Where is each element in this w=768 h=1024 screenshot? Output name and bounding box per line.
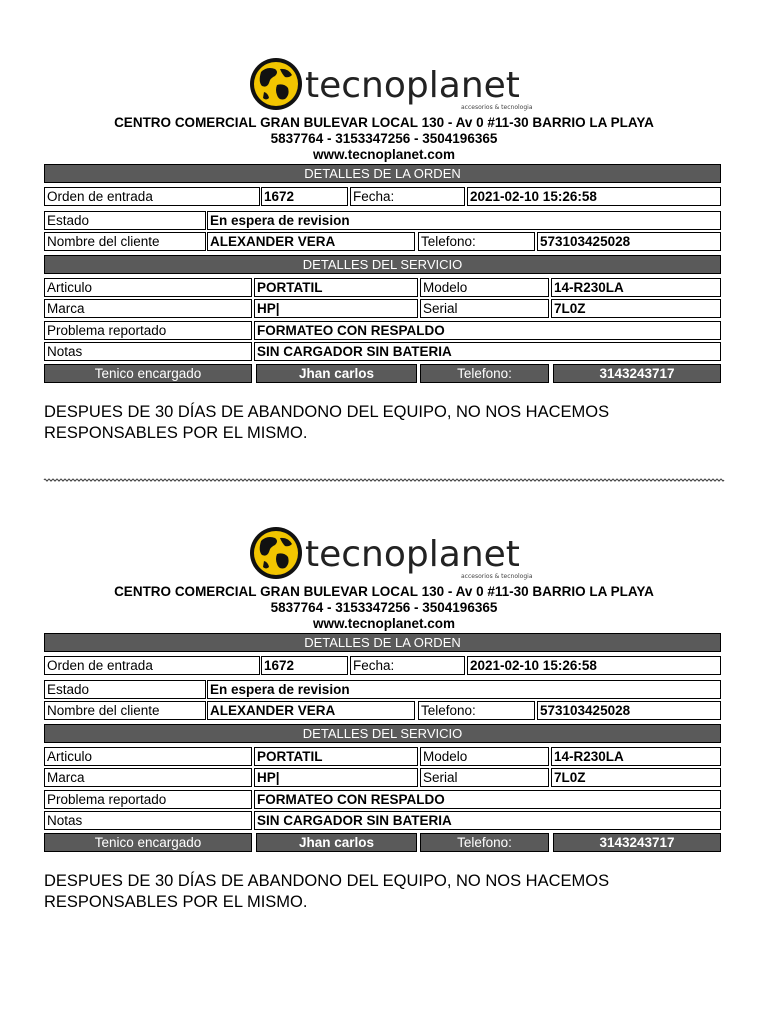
client-phone-value: 573103425028 bbox=[537, 232, 721, 251]
technician-phone-label: Telefono: bbox=[420, 364, 549, 383]
serial-label: Serial bbox=[420, 299, 549, 318]
brand-value: HP| bbox=[254, 299, 418, 318]
technician-label: Tenico encargado bbox=[44, 364, 252, 383]
store-website[interactable]: www.tecnoplanet.com bbox=[312, 147, 456, 162]
date-label: Fecha: bbox=[350, 656, 465, 675]
date-value: 2021-02-10 15:26:58 bbox=[467, 187, 721, 206]
notes-value: SIN CARGADOR SIN BATERIA bbox=[254, 342, 721, 361]
status-value: En espera de revision bbox=[207, 211, 721, 230]
brand-wordmark: tecnoplanet bbox=[305, 65, 520, 106]
store-phones: 5837764 - 3153347256 - 3504196365 bbox=[270, 600, 498, 615]
entry-label: Orden de entrada bbox=[44, 656, 260, 675]
store-website[interactable]: www.tecnoplanet.com bbox=[312, 616, 456, 631]
serial-value: 7L0Z bbox=[551, 299, 721, 318]
problem-label: Problema reportado bbox=[44, 790, 252, 809]
status-label: Estado bbox=[44, 211, 206, 230]
entry-value: 1672 bbox=[261, 187, 348, 206]
client-value: ALEXANDER VERA bbox=[207, 701, 415, 720]
model-value: 14-R230LA bbox=[551, 747, 721, 766]
problem-value: FORMATEO CON RESPALDO bbox=[254, 321, 721, 340]
technician-phone-label: Telefono: bbox=[420, 833, 549, 852]
date-label: Fecha: bbox=[350, 187, 465, 206]
order-details-header: DETALLES DE LA ORDEN bbox=[44, 164, 721, 183]
problem-value: FORMATEO CON RESPALDO bbox=[254, 790, 721, 809]
abandonment-disclaimer: DESPUES DE 30 DÍAS DE ABANDONO DEL EQUIPO, NO NOS HACEMOS RESPONSABLES POR EL MISMO. bbox=[44, 872, 610, 911]
receipt-copy-2 bbox=[0, 526, 768, 936]
abandonment-disclaimer: DESPUES DE 30 DÍAS DE ABANDONO DEL EQUIPO, NO NOS HACEMOS RESPONSABLES POR EL MISMO. bbox=[44, 403, 610, 442]
technician-value: Jhan carlos bbox=[256, 833, 417, 852]
globe-icon bbox=[250, 527, 302, 579]
serial-label: Serial bbox=[420, 768, 549, 787]
status-label: Estado bbox=[44, 680, 206, 699]
model-label: Modelo bbox=[420, 278, 549, 297]
notes-value: SIN CARGADOR SIN BATERIA bbox=[254, 811, 721, 830]
client-label: Nombre del cliente bbox=[44, 701, 206, 720]
tecnoplanet-logo bbox=[247, 57, 533, 115]
notes-label: Notas bbox=[44, 342, 252, 361]
serial-value: 7L0Z bbox=[551, 768, 721, 787]
tecnoplanet-logo bbox=[247, 526, 533, 584]
technician-phone-value: 3143243717 bbox=[553, 833, 721, 852]
article-value: PORTATIL bbox=[254, 278, 418, 297]
article-value: PORTATIL bbox=[254, 747, 418, 766]
technician-phone-value: 3143243717 bbox=[553, 364, 721, 383]
service-details-header: DETALLES DEL SERVICIO bbox=[44, 255, 721, 274]
client-phone-value: 573103425028 bbox=[537, 701, 721, 720]
model-label: Modelo bbox=[420, 747, 549, 766]
brand-label: Marca bbox=[44, 768, 252, 787]
brand-label: Marca bbox=[44, 299, 252, 318]
brand-wordmark: tecnoplanet bbox=[305, 534, 520, 575]
article-label: Articulo bbox=[44, 278, 252, 297]
technician-label: Tenico encargado bbox=[44, 833, 252, 852]
store-address: CENTRO COMERCIAL GRAN BULEVAR LOCAL 130 - Av 0 #11-30 BARRIO LA PLAYA bbox=[114, 115, 654, 130]
article-label: Articulo bbox=[44, 747, 252, 766]
brand-tagline: accesorios & tecnologia bbox=[461, 104, 533, 111]
receipt-copy-1 bbox=[0, 57, 768, 467]
status-value: En espera de revision bbox=[207, 680, 721, 699]
entry-value: 1672 bbox=[261, 656, 348, 675]
client-label: Nombre del cliente bbox=[44, 232, 206, 251]
problem-label: Problema reportado bbox=[44, 321, 252, 340]
globe-icon bbox=[250, 58, 302, 110]
cut-line-divider bbox=[44, 475, 724, 485]
brand-value: HP| bbox=[254, 768, 418, 787]
technician-value: Jhan carlos bbox=[256, 364, 417, 383]
order-details-header: DETALLES DE LA ORDEN bbox=[44, 633, 721, 652]
brand-tagline: accesorios & tecnologia bbox=[461, 573, 533, 580]
model-value: 14-R230LA bbox=[551, 278, 721, 297]
client-phone-label: Telefono: bbox=[418, 701, 535, 720]
service-details-header: DETALLES DEL SERVICIO bbox=[44, 724, 721, 743]
notes-label: Notas bbox=[44, 811, 252, 830]
client-value: ALEXANDER VERA bbox=[207, 232, 415, 251]
entry-label: Orden de entrada bbox=[44, 187, 260, 206]
date-value: 2021-02-10 15:26:58 bbox=[467, 656, 721, 675]
store-phones: 5837764 - 3153347256 - 3504196365 bbox=[270, 131, 498, 146]
store-address: CENTRO COMERCIAL GRAN BULEVAR LOCAL 130 - Av 0 #11-30 BARRIO LA PLAYA bbox=[114, 584, 654, 599]
client-phone-label: Telefono: bbox=[418, 232, 535, 251]
